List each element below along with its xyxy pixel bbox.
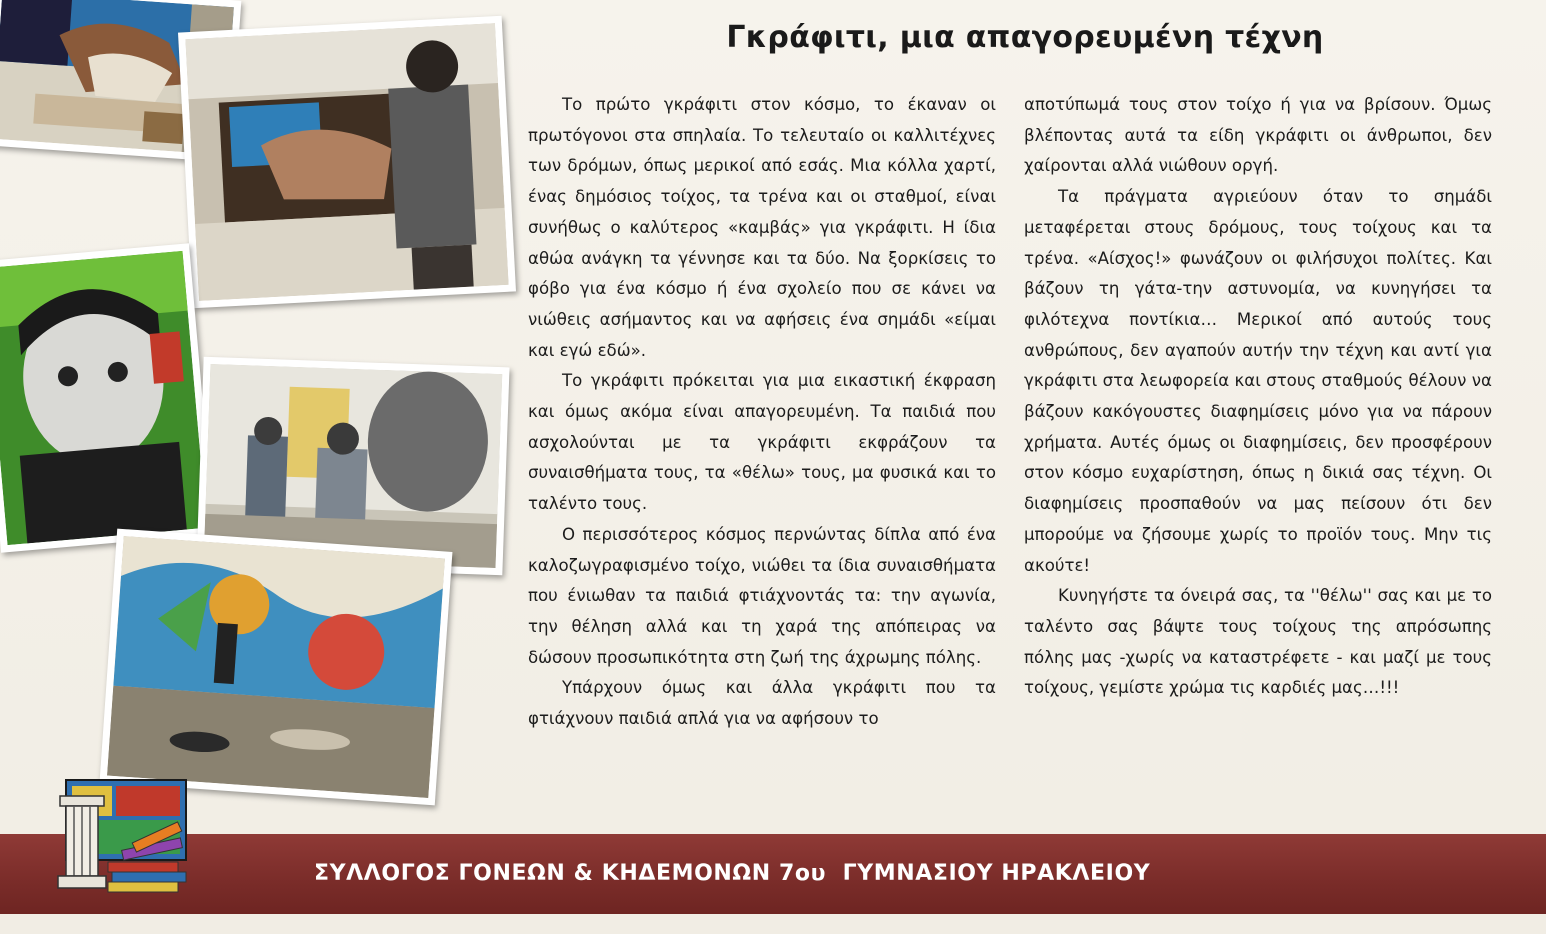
footer-organization: ΣΥΛΛΟΓΟΣ ΓΟΝΕΩΝ & ΚΗΔΕΜΟΝΩΝ 7ου — [314, 861, 827, 886]
graffiti-girl-headphones-photo — [0, 243, 214, 553]
footer-school: ΓΥΜΝΑΣΙΟΥ ΗΡΑΚΛΕΙΟΥ — [842, 861, 1151, 886]
association-logo-icon — [52, 776, 212, 898]
colorful-mural-workshop-photo — [100, 529, 453, 806]
paragraph: Υπάρχουν όμως και άλλα γκράφιτι που τα φτιάχνουν παιδιά απλά για να αφήσουν το — [528, 678, 996, 729]
paragraph: Το πρώτο γκράφιτι στον κόσμο, το έκαναν οι πρωτόγονοι στα σπηλαία. Το τελευταίο οι καλλιτέχνες των δρόμων, όπως μερικοί από εσάς. Μια κόλλα χαρτί, ένας δημόσιος τοίχος, τα τρένα και οι σταθμοί, είναι συνήθως ο καλύτερος «καμβάς» για γκράφιτι. Η ίδια αθώα ανάγκη τα γέννησε και τα δύο. Να ξορκίσεις το φόβο για ένα κόσμο ή ένα σχολείο που σε κάνει να νιώθεις ασήμαντος και να αφήσεις ένα σημάδι «είμαι και εγώ εδώ». — [528, 95, 996, 360]
article-column-2 — [1024, 90, 1492, 704]
paragraph: Τα πράγματα αγριεύουν όταν το σημάδι μεταφέρεται στους δρόμους, τους τοίχους και τα τρένα. «Αίσχος!» φωνάζουν οι φιλήσυχοι πολίτες. Και βάζουν τη γάτα-την αστυνομία, να κυνηγήσει τα φιλότεχνα ποντίκια… Μερικοί από αυτούς τους ανθρώπους, δεν αγαπούν αυτήν την τέχνη και αντί για γκράφιτι στα λεωφορεία και στους σταθμούς θέλουν να βάζουν κακόγουστες διαφημίσεις μόνο για να πάρουν χρήματα. Αυτές όμως οι διαφημίσεις, δεν προσφέρουν στον κόσμο ευχαρίστηση, όπως η δικιά σας τέχνη. Οι διαφημίσεις προσπαθούν να μας πείσουν ότι δεν μπορούμε να ζήσουμε χωρίς το προϊόν τους. Μην τις ακούτε! — [1024, 187, 1492, 575]
paragraph: Κυνηγήστε τα όνειρά σας, τα ''θέλω'' σας και με το ταλέντο σας βάψτε τους τοίχους της απρόσωπης πόλης μας -χωρίς να καταστρέφετε - και μαζί με τους τοίχους, γεμίστε χρώμα τις καρδιές μας…!!! — [1024, 586, 1492, 698]
article-title: Γκράφιτι, μια απαγορευμένη τέχνη — [726, 20, 1324, 55]
paragraph: Ο περισσότερος κόσμος περνώντας δίπλα από ένα καλοζωγραφισμένο τοίχο, νιώθει τα ίδια συναισθήματα που ένιωθαν τα παιδιά φτιάχνοντάς τα: την αγωνία, την θέληση αλλά και τη χαρά της απόπειρας να δώσουν προσωπικότητα στη ζωή της άχρωμης πόλης. — [528, 524, 996, 667]
footer-title — [230, 834, 1430, 914]
paragraph: αποτύπωμά τους στον τοίχο ή για να βρίσουν. Όμως βλέποντας αυτά τα είδη γκράφιτι οι άνθρωποι, δεν χαίρονται αλλά νιώθουν οργή. — [1024, 95, 1492, 176]
boy-looking-at-mural-photo — [178, 16, 516, 309]
article-column-1 — [528, 90, 996, 735]
paragraph: Το γκράφιτι πρόκειται για μια εικαστική έκφραση και όμως ακόμα είναι απαγορευμένη. Τα παιδιά που ασχολούνται με τα γκράφιτι εκφράζουν τα συναισθήματα τους, τα «θέλω» τους, μα φυσικά και το ταλέντο τους. — [528, 371, 996, 514]
